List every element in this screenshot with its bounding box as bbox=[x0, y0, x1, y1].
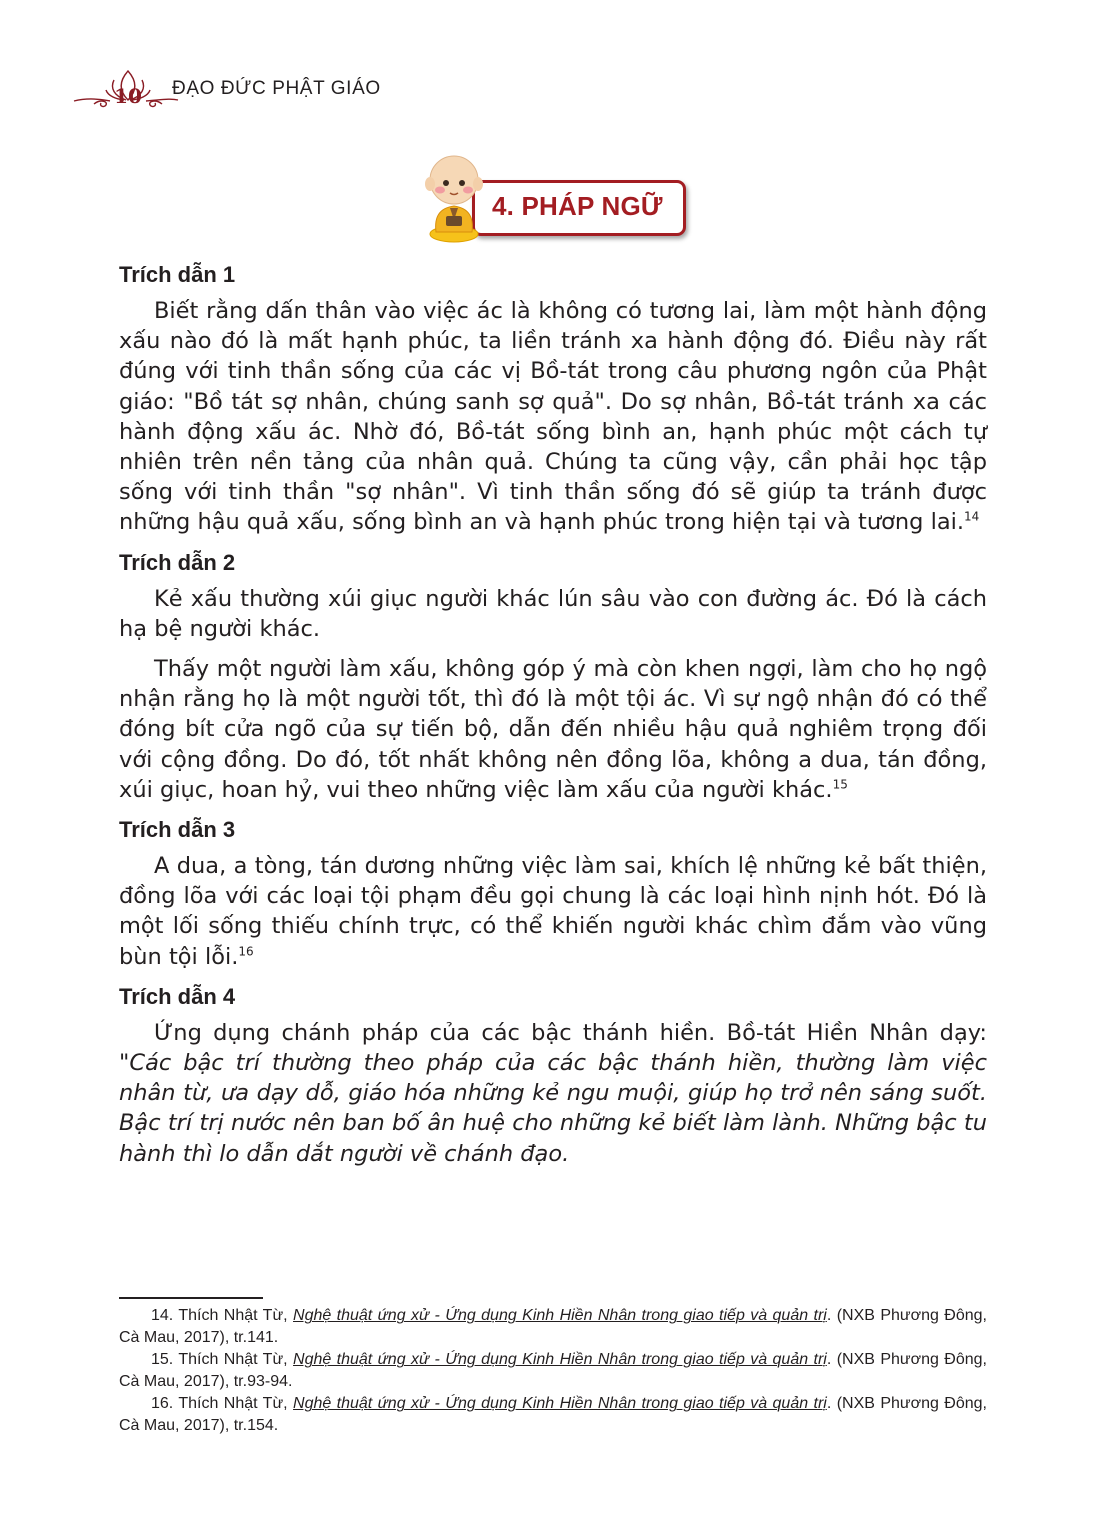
footnote-14-suffix: . (NXB Phương Đông, Cà Mau, 2017), tr.141. bbox=[119, 1307, 987, 1346]
section-title: 4. PHÁP NGỮ bbox=[492, 191, 663, 221]
quote-heading-2: Trích dẫn 2 bbox=[119, 549, 236, 575]
quote-4-lead: Ứng dụng chánh pháp của các bậc thánh hiền. Bồ-tát Hiền Nhân dạy: " bbox=[119, 1019, 987, 1077]
quote-1-text: Biết rằng dấn thân vào việc ác là không có tương lai, làm một hành động xấu nào đó là mất hạnh phúc, ta liền tránh xa hành động đó. Điều này rất đúng với tinh thần sống của các vị Bồ-tát trong câu phương ngôn của Phật giáo: "Bồ tát sợ nhân, chúng sanh sợ quả". Do sợ nhân, Bồ-tát tránh xa các hành động xấu ác. Nhờ đó, Bồ-tát sống bình an, hạnh phúc một cách tự nhiên trên nền tảng của nhân quả. Chúng ta cũng vậy, cần phải học tập sống với tinh thần "sợ nhân". Vì tinh thần sống đó sẽ giúp ta tránh được những hậu quả xấu, sống bình an và hạnh phúc trong hiện tại và tương lai. bbox=[119, 298, 987, 536]
quote-3-paragraph bbox=[119, 851, 987, 972]
section-badge bbox=[420, 150, 690, 250]
quote-3-text: A dua, a tòng, tán dương những việc làm sai, khích lệ những kẻ bất thiện, đồng lõa với các loại tội phạm đều gọi chung là các loại hình nịnh hót. Đó là một lối sống thiếu chính trực, có thể khiến người khác chìm đắm vào vũng bùn tội lỗi. bbox=[119, 853, 987, 970]
footnote-15-title: Nghệ thuật ứng xử - Ứng dụng Kinh Hiền Nhân trong giao tiếp và quản trị bbox=[293, 1351, 827, 1368]
footnote-14-title: Nghệ thuật ứng xử - Ứng dụng Kinh Hiền Nhân trong giao tiếp và quản trị bbox=[293, 1307, 827, 1324]
footnote-14-prefix: 14. Thích Nhật Từ, bbox=[151, 1307, 294, 1324]
quote-4-italic: Các bậc trí thường theo pháp của các bậc thánh hiền, thường làm việc nhân từ, ưa dạy dỗ, giáo hóa những kẻ ngu muội, giúp họ trở nên sáng suốt. Bậc trí trị nước nên ban bố ân huệ cho những kẻ biết làm lành. Những bậc tu hành thì lo dẫn dắt người về chánh đạo. bbox=[119, 1050, 987, 1167]
main-content bbox=[119, 260, 987, 1179]
quote-2-text-2: Thấy một người làm xấu, không góp ý mà còn khen ngợi, làm cho họ ngộ nhận rằng họ là một người tốt, thì đó là một tội ác. Vì sự ngộ nhận đó có thể đóng bít cửa ngõ của sự tiến bộ, dẫn đến nhiều hậu quả nghiêm trọng đối với cộng đồng. Do đó, tốt nhất không nên đồng lõa, không a dua, tán đồng, xúi giục, hoan hỷ, vui theo những việc làm xấu của người khác. bbox=[119, 656, 987, 803]
quote-heading-1: Trích dẫn 1 bbox=[119, 262, 236, 287]
quote-2-paragraph-2 bbox=[119, 654, 987, 805]
quote-heading-3: Trích dẫn 3 bbox=[119, 817, 236, 843]
footnote-ref-15[interactable]: 15 bbox=[832, 777, 848, 792]
running-title: ĐẠO ĐỨC PHẬT GIÁO bbox=[172, 78, 381, 99]
footnote-ref-16[interactable]: 16 bbox=[238, 944, 254, 959]
quote-1-paragraph bbox=[119, 296, 987, 538]
footnotes bbox=[119, 1305, 987, 1437]
footnote-16 bbox=[119, 1393, 987, 1437]
footnote-divider bbox=[119, 1297, 263, 1299]
quote-heading-4: Trích dẫn 4 bbox=[119, 983, 236, 1009]
page-number: 10 bbox=[114, 84, 142, 108]
footnote-15-suffix: . (NXB Phương Đông, Cà Mau, 2017), tr.93-94. bbox=[119, 1351, 987, 1390]
footnote-15-prefix: 15. Thích Nhật Từ, bbox=[151, 1351, 294, 1368]
footnote-16-suffix: . (NXB Phương Đông, Cà Mau, 2017), tr.154. bbox=[119, 1395, 987, 1434]
running-header bbox=[70, 68, 470, 116]
quote-4-paragraph bbox=[119, 1018, 987, 1169]
quote-2-text-1: Kẻ xấu thường xúi giục người khác lún sâu vào con đường ác. Đó là cách hạ bệ người khác. bbox=[119, 585, 987, 642]
footnote-16-title: Nghệ thuật ứng xử - Ứng dụng Kinh Hiền Nhân trong giao tiếp và quản trị bbox=[293, 1395, 827, 1412]
quote-2-paragraph-1 bbox=[119, 584, 987, 644]
footnote-ref-14[interactable]: 14 bbox=[964, 509, 980, 524]
footnote-16-prefix: 16. Thích Nhật Từ, bbox=[151, 1395, 294, 1412]
footnote-15 bbox=[119, 1349, 987, 1393]
monk-mascot-icon bbox=[420, 150, 500, 246]
footnote-14 bbox=[119, 1305, 987, 1349]
